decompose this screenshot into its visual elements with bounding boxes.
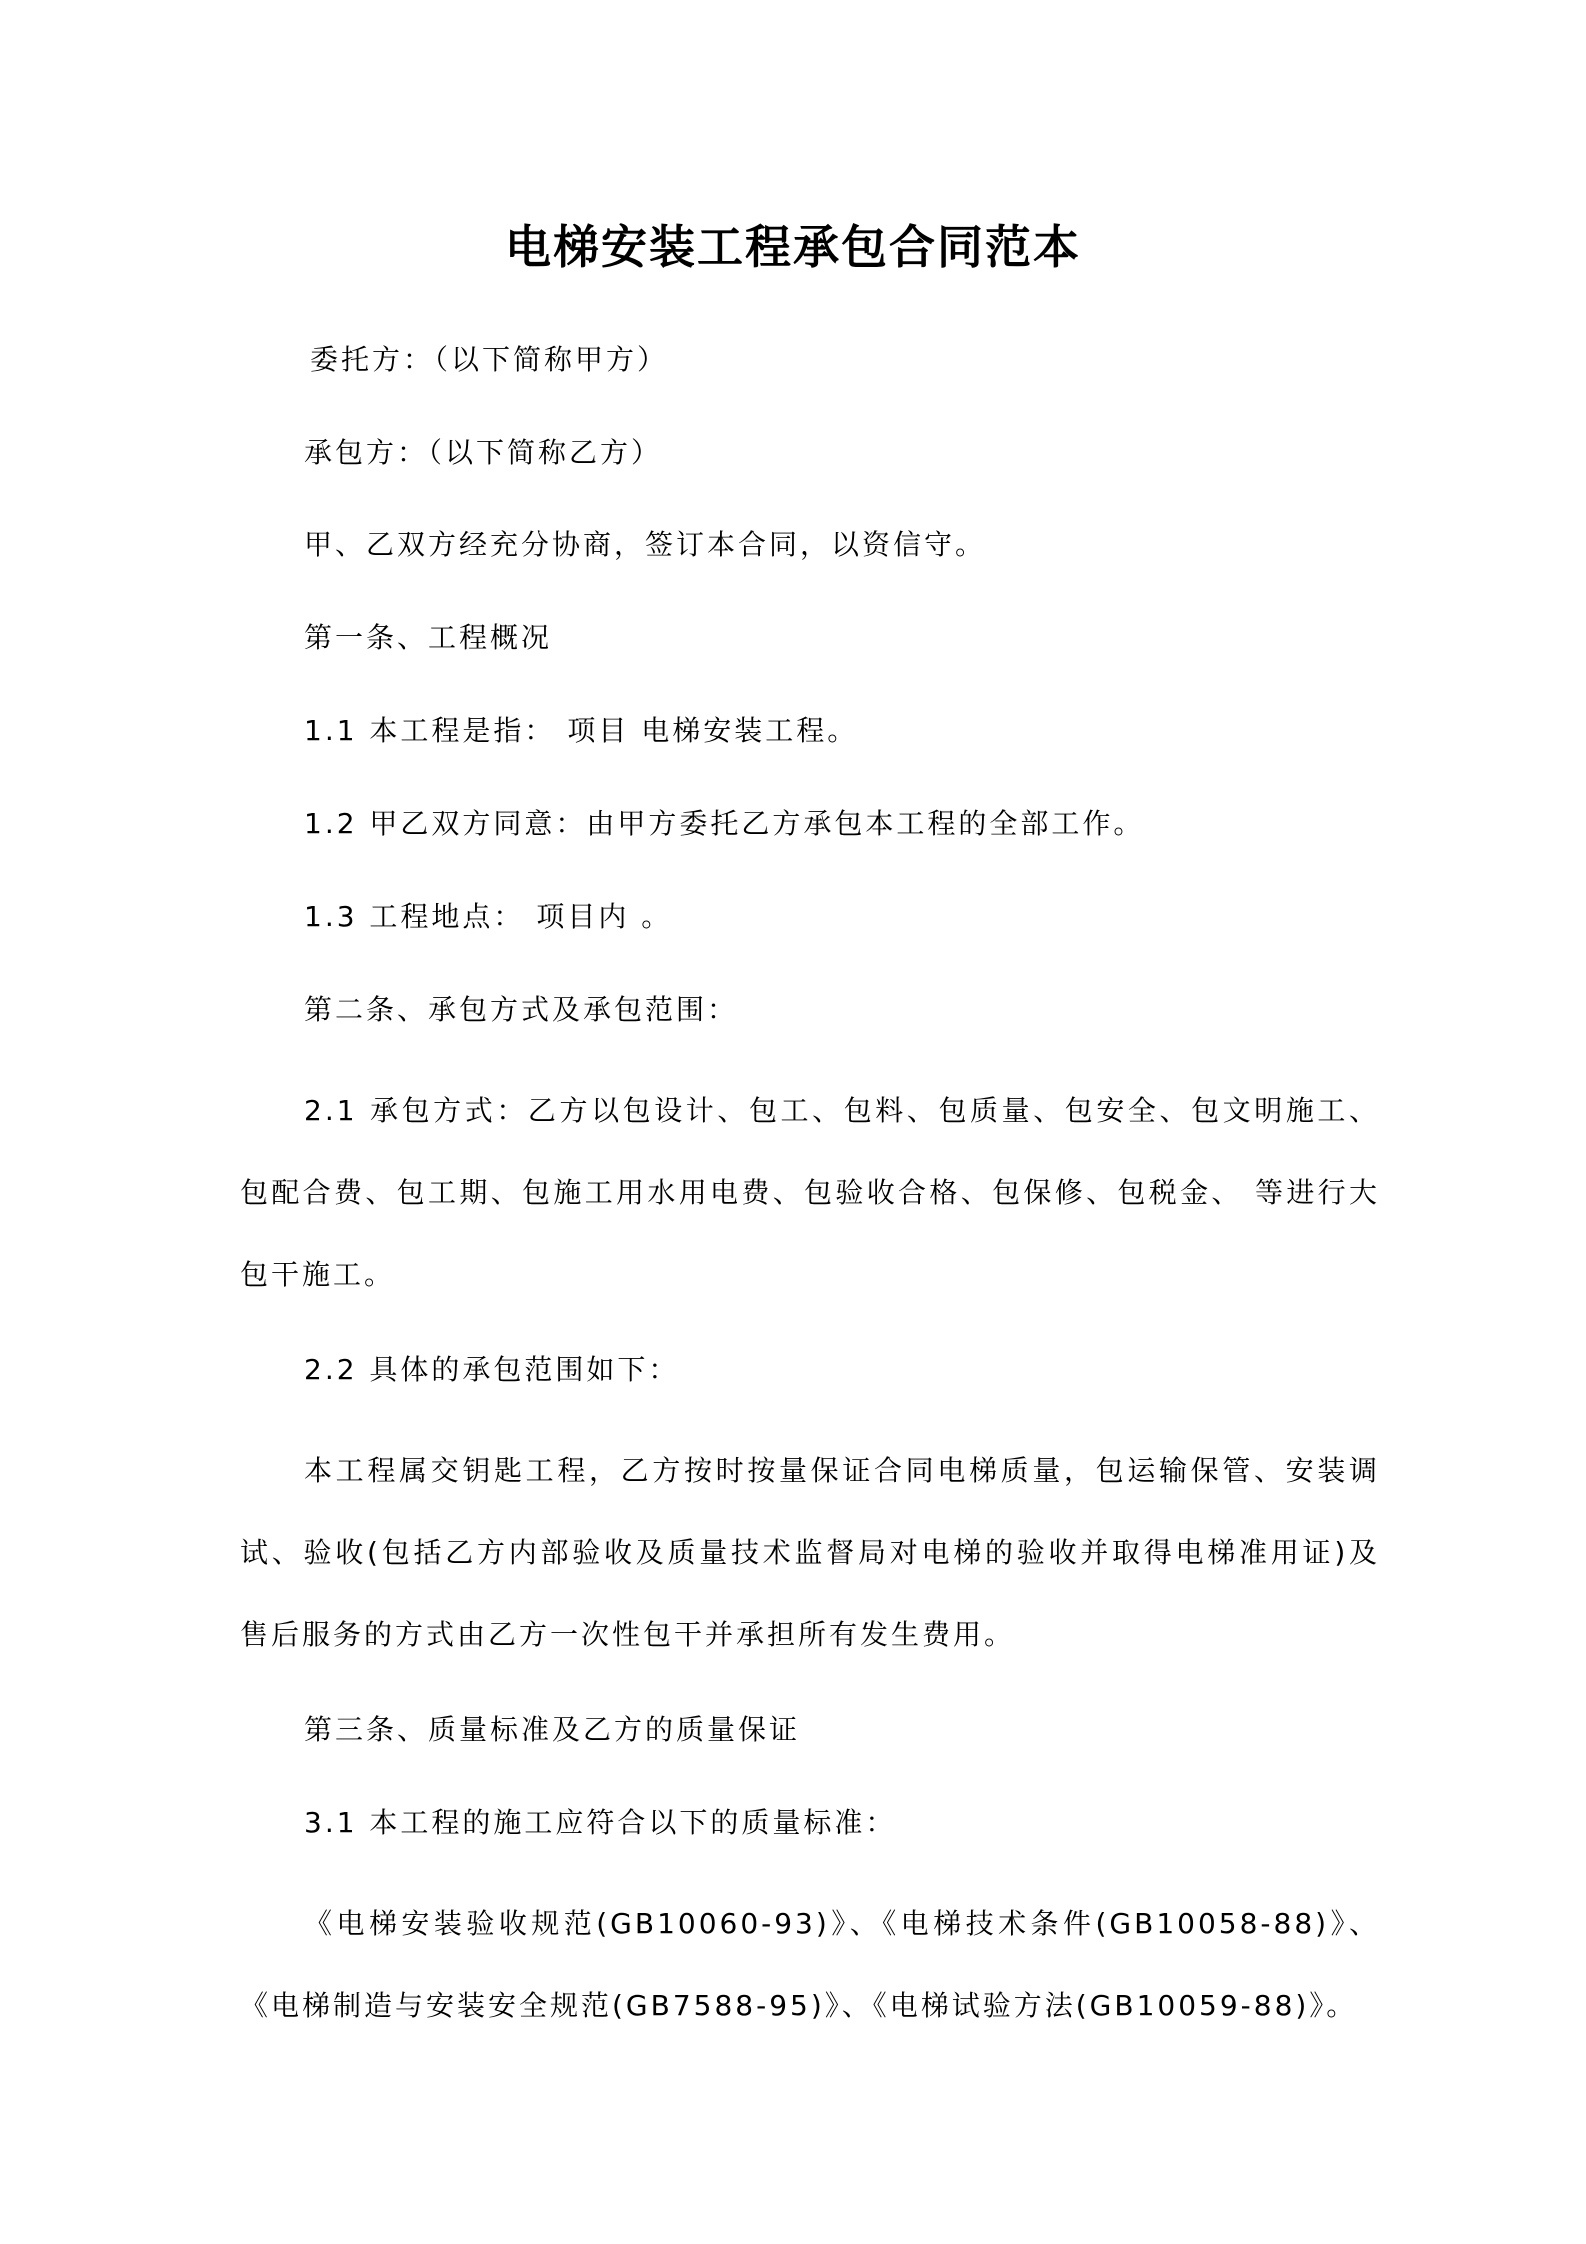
heading-article-3: 第三条、质量标准及乙方的质量保证: [304, 1713, 801, 1746]
paragraph-contractor: 承包方：（以下简称乙方）: [304, 436, 663, 469]
heading-article-1: 第一条、工程概况: [304, 621, 553, 654]
paragraph-scope: 本工程属交钥匙工程，乙方按时按量保证合同电梯质量，包运输保管、安装调试、验收(包括乙方内部验收及质量技术监督局对电梯的验收并取得电梯准用证)及售后服务的方式由乙方一次性包干并承担所有发生费用。: [240, 1454, 1380, 1651]
clause-3-1: 3.1 本工程的施工应符合以下的质量标准：: [304, 1806, 897, 1839]
paragraph-client: 委托方：（以下简称甲方）: [310, 343, 669, 376]
clause-2-2: 2.2 具体的承包范围如下：: [304, 1353, 680, 1386]
document-title: 电梯安装工程承包合同范本: [505, 220, 1081, 274]
clause-2-1: 2.1 承包方式：乙方以包设计、包工、包料、包质量、包安全、包文明施工、包配合费、包工期、包施工用水用电费、包验收合格、包保修、包税金、 等进行大包干施工。: [240, 1094, 1380, 1291]
clause-1-3: 1.3 工程地点： 项目内 。: [304, 900, 673, 933]
paragraph-standards: 《电梯安装验收规范(GB10060-93)》、《电梯技术条件(GB10058-88)》、《电梯制造与安装安全规范(GB7588-95)》、《电梯试验方法(GB10059-88)》。: [240, 1907, 1380, 2022]
paragraph-agreement: 甲、乙双方经充分协商，签订本合同，以资信守。: [304, 528, 987, 561]
clause-1-1: 1.1 本工程是指： 项目 电梯安装工程。: [304, 714, 859, 747]
heading-article-2: 第二条、承包方式及承包范围：: [304, 993, 739, 1026]
clause-1-2: 1.2 甲乙双方同意：由甲方委托乙方承包本工程的全部工作。: [304, 807, 1145, 840]
